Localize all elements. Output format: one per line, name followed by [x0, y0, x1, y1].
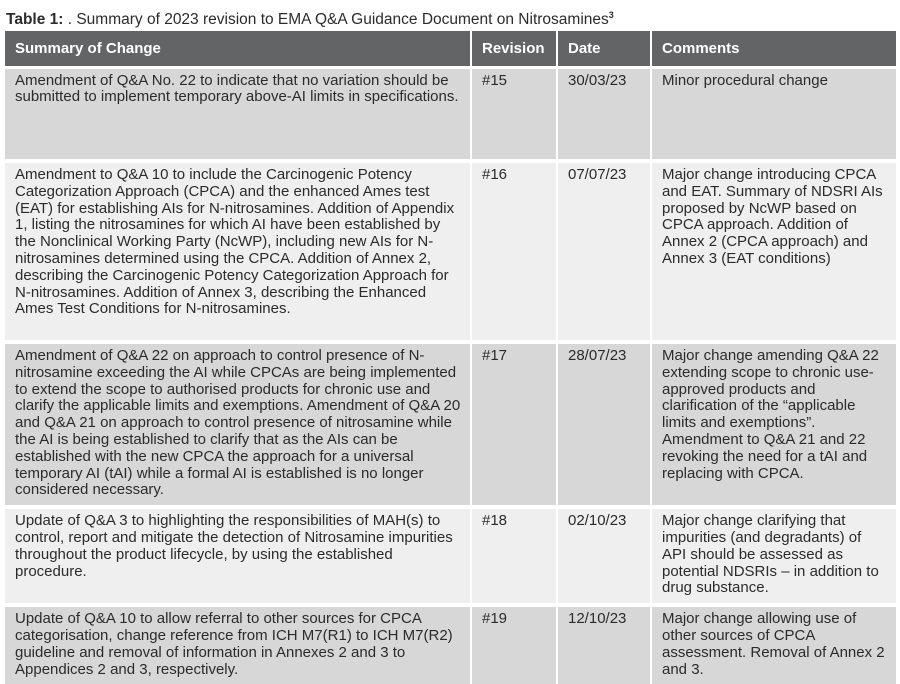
- table-row: [5, 342, 896, 507]
- date-cell: 30/03/23: [557, 67, 651, 161]
- summary-cell: Update of Q&A 10 to allow referral to other sources for CPCA categorisation, change reference from ICH M7(R1) to ICH M7(R2) guideline and removal of information in Annexes 2 and 3 to Appendices 2 and 3, respectively.: [5, 605, 471, 684]
- header-revision: Revision: [471, 31, 557, 67]
- date-cell: 02/10/23: [557, 507, 651, 605]
- comments-cell: Minor procedural change: [651, 67, 896, 161]
- revision-cell: #18: [471, 507, 557, 605]
- header-comments: Comments: [651, 31, 896, 67]
- summary-cell: Amendment of Q&A No. 22 to indicate that no variation should be submitted to implement temporary above-AI limits in specifications.: [5, 67, 471, 161]
- summary-table: [5, 31, 896, 684]
- caption-text: . Summary of 2023 revision to EMA Q&A Guidance Document on Nitrosamines: [63, 11, 609, 28]
- comments-cell: Major change clarifying that impurities (and degradants) of API should be assessed as potential NDSRIs – in addition to drug substance.: [651, 507, 896, 605]
- date-cell: 28/07/23: [557, 342, 651, 507]
- table-row: [5, 161, 896, 342]
- comments-cell: Major change allowing use of other sources of CPCA assessment. Removal of Annex 2 and 3.: [651, 605, 896, 684]
- revision-cell: #19: [471, 605, 557, 684]
- summary-cell: Amendment of Q&A 22 on approach to control presence of N-nitrosamine exceeding the AI while CPCAs are being implemented to extend the scope to authorised products for chronic use and clarify the applicable limits and exemptions. Amendment of Q&A 20 and Q&A 21 on approach to control presence of nitrosamine while the AI is being established to clarify that as the AIs can be established with the new CPCA the approach for a universal temporary AI (tAI) while a formal AI is established is no longer considered necessary.: [5, 342, 471, 507]
- caption-label: Table 1:: [6, 11, 64, 28]
- table-caption: [6, 5, 614, 30]
- date-cell: 12/10/23: [557, 605, 651, 684]
- date-cell: 07/07/23: [557, 161, 651, 342]
- summary-cell: Amendment to Q&A 10 to include the Carcinogenic Potency Categorization Approach (CPCA) and the enhanced Ames test (EAT) for establishing AIs for N-nitrosamines. Addition of Appendix 1, listing the nitrosamines for which AI have been established by the Nonclinical Working Party (NcWP), including new AIs for N-nitrosamines determined using the CPCA. Addition of Annex 2, describing the Carcinogenic Potency Categorization Approach for N-nitrosamines. Addition of Annex 3, describing the Enhanced Ames Test Conditions for N-nitrosamines.: [5, 161, 471, 342]
- comments-cell: Major change introducing CPCA and EAT. Summary of NDSRI AIs proposed by NcWP based on CPCA approach. Addition of Annex 2 (CPCA approach) and Annex 3 (EAT conditions): [651, 161, 896, 342]
- caption-footnote: 3: [608, 10, 614, 20]
- header-date: Date: [557, 31, 651, 67]
- revision-cell: #15: [471, 67, 557, 161]
- comments-cell: Major change amending Q&A 22 extending scope to chronic use-approved products and clarification of the “applicable limits and exemptions”. Amendment to Q&A 21 and 22 revoking the need for a tAI and replacing with CPCA.: [651, 342, 896, 507]
- revision-cell: #17: [471, 342, 557, 507]
- table-row: [5, 507, 896, 605]
- header-summary: Summary of Change: [5, 31, 471, 67]
- summary-cell: Update of Q&A 3 to highlighting the responsibilities of MAH(s) to control, report and mitigate the detection of Nitrosamine impurities throughout the product lifecycle, by using the established procedure.: [5, 507, 471, 605]
- revision-cell: #16: [471, 161, 557, 342]
- header-row: [5, 31, 896, 67]
- table-row: [5, 67, 896, 161]
- table-row: [5, 605, 896, 684]
